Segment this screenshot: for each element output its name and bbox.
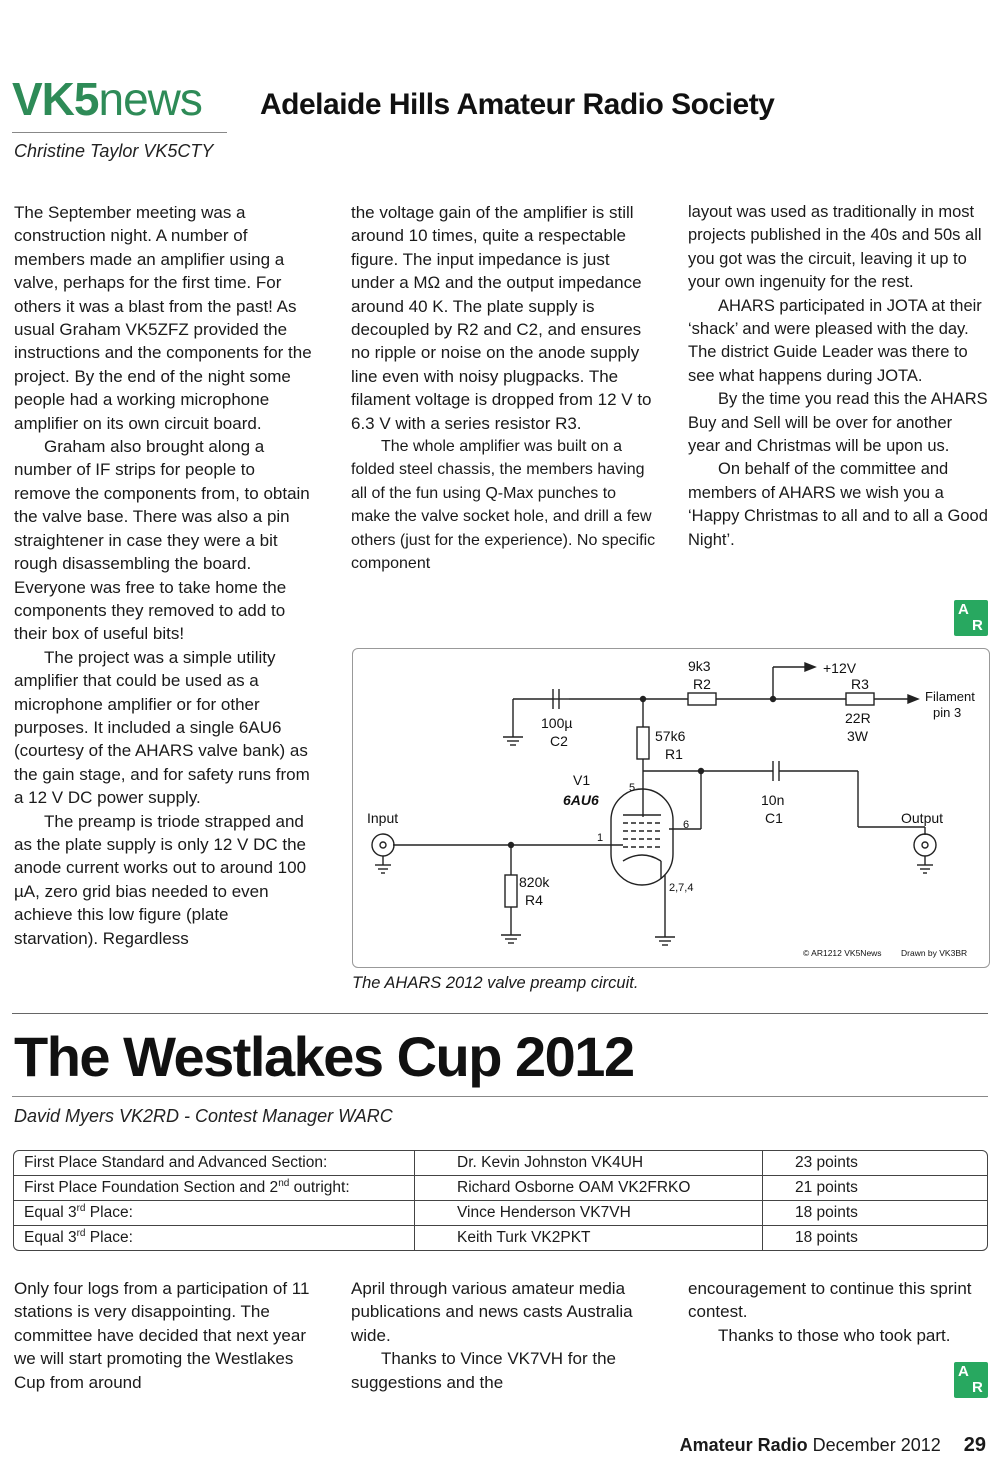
r3-value: 22R	[845, 710, 871, 726]
v1-label: V1	[573, 772, 591, 788]
paragraph: On behalf of the committee and members of AHARS we wish you a ‘Happy Christmas to all and to all a Good Night’.	[688, 460, 988, 549]
paragraph: Only four logs from a participation of 11 stations is very disappointing. The committee have decided that next year we will start promoting the Westlakes Cup from around	[14, 1279, 310, 1392]
divider	[12, 1096, 988, 1097]
section-title: Adelaide Hills Amateur Radio Society	[260, 88, 775, 121]
filament-label: Filament	[925, 689, 975, 704]
brand-bold: VK5	[12, 73, 99, 125]
paragraph: the voltage gain of the amplifier is still around 10 times, quite a respectable figure. The input impedance is just under a MΩ and the output impedance around 40 K. The plate supply is decoupled by R2 and C2, and ensures no ripple or noise on the anode supply line even with noisy plugpacks. The filament voltage is dropped from 12 V to 6.3 V with a series resistor R3.	[351, 203, 652, 433]
place-cell: First Place Foundation Section and 2nd outright:	[14, 1176, 415, 1201]
paragraph: By the time you read this the AHARS Buy and Sell will be over for another year and Christmas will be upon us.	[688, 390, 988, 456]
paragraph: The September meeting was a construction night. A number of members made an amplifier using a valve, perhaps for the first time. For others it was a blast from the past! As usual Graham VK5ZFZ provided the instructions and the components for the project. By the end of the night some people had a working microphone amplifier on its own circuit board.	[14, 203, 312, 433]
ar-logo	[954, 600, 988, 636]
table-row	[14, 1151, 987, 1176]
name-cell: Dr. Kevin Johnston VK4UH	[415, 1151, 763, 1176]
article-column-1	[14, 201, 312, 950]
table-row	[14, 1226, 987, 1250]
logo-letter: A	[958, 1363, 969, 1380]
table-row	[14, 1201, 987, 1226]
supply-label: +12V	[823, 660, 857, 676]
vk5news-logo	[12, 74, 202, 124]
copyright-note: © AR1212 VK5News	[803, 948, 882, 958]
page-number: 29	[963, 1434, 986, 1456]
pin-5: 5	[629, 782, 636, 794]
article-column-2	[351, 1277, 651, 1394]
circuit-diagram	[352, 648, 990, 968]
results-table	[13, 1150, 988, 1251]
brand-light: news	[98, 73, 202, 125]
r1-value: 57k6	[655, 728, 686, 744]
page-footer	[680, 1434, 986, 1457]
article-author: Christine Taylor VK5CTY	[14, 141, 214, 161]
magazine-name: Amateur Radio	[679, 1435, 808, 1455]
points-cell: 23 points	[763, 1151, 987, 1176]
r3-label: R3	[851, 676, 869, 692]
r2-label: R2	[693, 676, 711, 692]
points-cell: 18 points	[763, 1201, 987, 1226]
name-cell: Vince Henderson VK7VH	[415, 1201, 763, 1226]
r4-label: R4	[525, 892, 543, 908]
figure-caption: The AHARS 2012 valve preamp circuit.	[352, 974, 639, 992]
c2-value: 100µ	[541, 715, 573, 731]
logo-letter: A	[958, 601, 969, 618]
pin-1: 1	[597, 832, 604, 844]
c2-label: C2	[550, 733, 568, 749]
paragraph: The whole amplifier was built on a folded steel chassis, the members having all of the fun using Q-Max punches to make the valve socket hole, and drill a few others (just for the experience). No specific component	[351, 438, 656, 573]
pin-274: 2,7,4	[669, 882, 694, 894]
drawn-by-note: Drawn by VK3BR	[901, 948, 968, 958]
article-title: The Westlakes Cup 2012	[14, 1025, 634, 1088]
logo-letter: R	[972, 1379, 983, 1396]
r2-value: 9k3	[688, 658, 711, 674]
paragraph: AHARS participated in JOTA at their ‘shack’ and were pleased with the day. The district Guide Leader was there to see what happens during JOTA.	[688, 296, 982, 385]
ar-logo	[954, 1362, 988, 1398]
article-column-2	[351, 201, 656, 576]
v1-type: 6AU6	[563, 792, 599, 808]
name-cell: Richard Osborne OAM VK2FRKO	[415, 1176, 763, 1201]
issue-date: December 2012	[812, 1435, 941, 1455]
place-cell: First Place Standard and Advanced Section:	[14, 1151, 415, 1176]
r4-value: 820k	[519, 874, 550, 890]
paragraph: April through various amateur media publications and news casts Australia wide.	[351, 1279, 633, 1345]
logo-letter: R	[972, 617, 983, 634]
paragraph: Thanks to Vince VK7VH for the suggestions and the	[351, 1349, 616, 1392]
article-column-1	[14, 1277, 314, 1394]
article-column-3	[688, 201, 988, 552]
input-label: Input	[367, 810, 399, 826]
place-cell: Equal 3rd Place:	[14, 1201, 415, 1226]
c1-value: 10n	[761, 792, 785, 808]
article-column-3	[688, 1277, 986, 1347]
divider	[12, 1013, 988, 1014]
divider	[12, 132, 227, 133]
pin-6: 6	[683, 819, 690, 831]
paragraph: The project was a simple utility amplifier that could be used as a microphone amplifier or for other purposes. It included a single 6AU6 (courtesy of the AHARS valve bank) as the gain stage, and for safety runs from a 12 V DC power supply.	[14, 647, 310, 808]
table-row	[14, 1176, 987, 1201]
name-cell: Keith Turk VK2PKT	[415, 1226, 763, 1250]
circuit-schematic	[353, 649, 989, 967]
paragraph: layout was used as traditionally in most projects published in the 40s and 50s all you got was the circuit, leaving it up to your own ingenuity for the rest.	[688, 203, 982, 292]
place-cell: Equal 3rd Place:	[14, 1226, 415, 1250]
output-label: Output	[901, 810, 944, 826]
filament-pin: pin 3	[933, 705, 962, 720]
c1-label: C1	[765, 810, 783, 826]
points-cell: 21 points	[763, 1176, 987, 1201]
paragraph: Thanks to those who took part.	[718, 1325, 951, 1345]
r1-label: R1	[665, 746, 683, 762]
points-cell: 18 points	[795, 1229, 858, 1246]
article-author: David Myers VK2RD - Contest Manager WARC	[14, 1106, 393, 1126]
paragraph: encouragement to continue this sprint contest.	[688, 1279, 972, 1322]
r3-power: 3W	[847, 728, 868, 744]
paragraph: Graham also brought along a number of IF strips for people to remove the components from, to obtain the valve base. There was also a pin straightener in case they were a bit rough disassembling the board. Everyone was free to take home the components they removed to add to their box of useful bits!	[14, 437, 310, 644]
paragraph: The preamp is triode strapped and as the plate supply is only 12 V DC the anode current works out to around 100 µA, zero grid bias needed to even achieve this low figure (plate starvation). Regardless	[14, 811, 307, 948]
